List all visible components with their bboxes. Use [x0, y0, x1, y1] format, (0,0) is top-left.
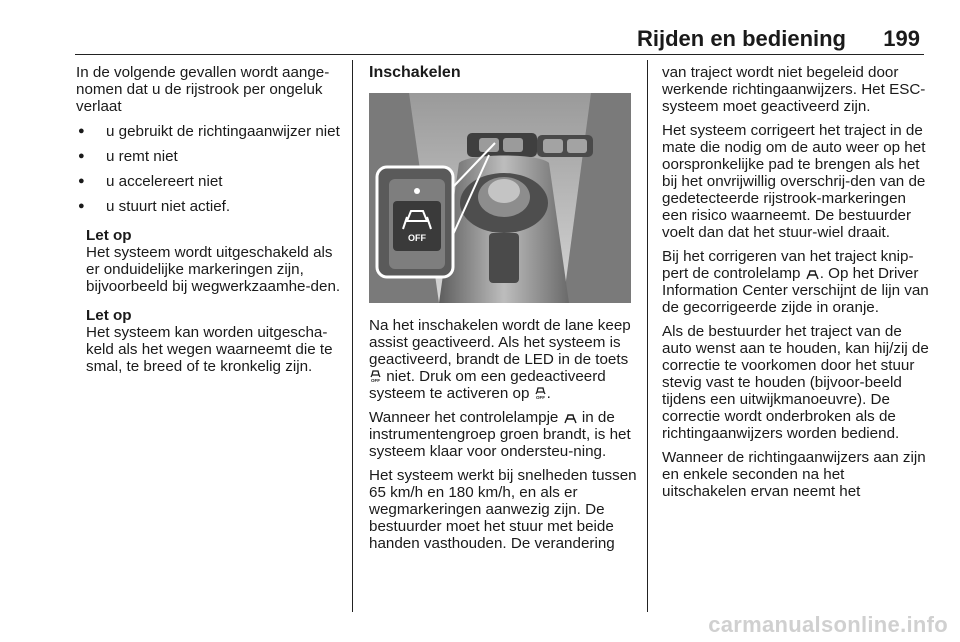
paragraph: Wanneer de richtingaanwijzers aan zijn en enkele seconden na het uitschakelen ervan neemt het [662, 449, 926, 500]
lane-keep-lamp-icon [563, 412, 578, 424]
column-divider-2 [647, 60, 648, 612]
paragraph: Het systeem corrigeert het traject in de mate die nodig om de auto weer op het oorspronkelijke pad te brengen als het bij het onvrijwillig overschrij-den van de gedetecteerde rijstrook-markeringen een risico waarneemt. De bestuurder voelt dan dat het stuur-wiel draait. [662, 122, 926, 241]
paragraph [662, 248, 930, 316]
paragraph: Het systeem werkt bij snelheden tussen 65 km/h en 180 km/h, en als er wegmarkeringen aanwezig zijn. De bestuurder moet het stuur met beide handen vasthouden. De verandering [369, 467, 637, 552]
note-title: Let op [86, 227, 132, 244]
list-item: ● u accelereert niet [76, 173, 342, 190]
note-2 [76, 307, 342, 375]
watermark: carmanualsonline.info [708, 612, 948, 637]
paragraph: Als de bestuurder het traject van de auto wenst aan te houden, kan hij/zij de correctie te voorkomen door het stuur stevig vast te houden (bijvoor-beeld tijdens een uitwijkmanoeuvre). De correctie wordt onderbroken als de richtingaanwijzers worden bediend. [662, 323, 929, 442]
lane-keep-lamp-icon [805, 268, 820, 280]
note-text: Het systeem kan worden uitgescha-keld als het wegen waarneemt die te smal, te breed of te kronkelig zijn. [86, 324, 333, 375]
header-title: Rijden en bediening [636, 26, 846, 51]
text-run: . [546, 385, 551, 402]
text-run: Wanneer het controlelampje [369, 409, 563, 426]
lane-keep-button-icon [369, 369, 382, 383]
page-header [0, 0, 960, 56]
text-run: niet. Druk om een gedeactiveerd systeem te activeren op [369, 368, 606, 402]
paragraph: van traject wordt niet begeleid door werkende richtingaanwijzers. Het ESC-systeem moet geactiveerd zijn. [662, 64, 926, 115]
section-title: Inschakelen [369, 64, 461, 81]
list-item: ● u gebruikt de richtingaanwijzer niet [76, 123, 342, 140]
column-divider-1 [352, 60, 353, 612]
header-rule [75, 54, 924, 55]
text-run: Na het inschakelen wordt de lane keep assist geactiveerd. Als het systeem is geactiveerd, brandt de LED in de toets [369, 317, 631, 368]
column-2 [369, 64, 637, 559]
text-run: . Op het Driver Information Center verschijnt de lijn van de gecorrigeerde zijde in oranje. [662, 265, 929, 316]
note-text: Het systeem wordt uitgeschakeld als er onduidelijke markeringen zijn, bijvoorbeeld bij wegwerkzaamhe-den. [86, 244, 341, 295]
svg-text:OFF: OFF [535, 395, 545, 400]
center-console-figure [369, 93, 631, 303]
svg-text:OFF: OFF [371, 378, 380, 383]
condition-list [76, 123, 342, 215]
column-1 [76, 64, 342, 382]
paragraph [369, 317, 637, 402]
off-label: OFF [408, 233, 426, 243]
text-run: Bij het corrigeren van het traject knip-pert de controlelamp [662, 248, 914, 282]
list-item: ● u stuurt niet actief. [76, 198, 342, 215]
page-number: 199 [883, 26, 920, 51]
list-item: ● u remt niet [76, 148, 342, 165]
note-title: Let op [86, 307, 132, 324]
intro-text: In de volgende gevallen wordt aange-nomen dat u de rijstrook per ongeluk verlaat [76, 64, 330, 115]
paragraph [369, 409, 637, 460]
note-1 [76, 227, 342, 295]
lane-keep-button-icon [534, 386, 547, 400]
column-3 [662, 64, 930, 507]
text-run: in de instrumentengroep groen brandt, is het systeem klaar voor ondersteu-ning. [369, 409, 631, 460]
